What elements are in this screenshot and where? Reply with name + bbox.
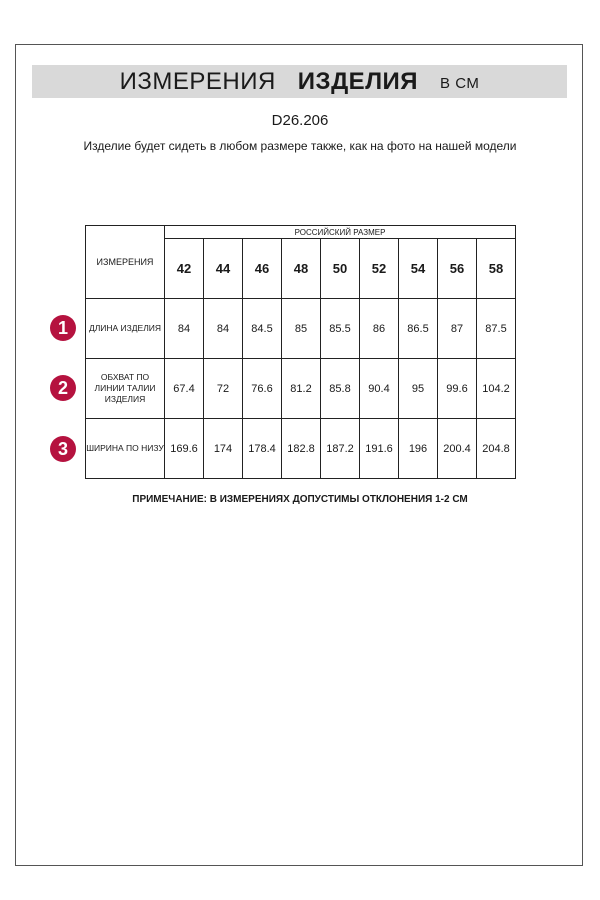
- table-header-row: [86, 226, 516, 239]
- tolerance-note: ПРИМЕЧАНИЕ: В ИЗМЕРЕНИЯХ ДОПУСТИМЫ ОТКЛОНЕНИЯ 1-2 СМ: [132, 494, 468, 505]
- table-cell: 85.5: [321, 299, 360, 359]
- size-50: 50: [321, 239, 360, 299]
- fit-description: Изделие будет сидеть в любом размере также, как на фото на нашей модели: [83, 139, 517, 153]
- table-cell: 67.4: [165, 359, 204, 419]
- size-46: 46: [243, 239, 282, 299]
- size-table: [85, 225, 516, 479]
- table-cell: 81.2: [282, 359, 321, 419]
- table-row: [86, 419, 516, 479]
- table-cell: 90.4: [360, 359, 399, 419]
- table-cell: 84.5: [243, 299, 282, 359]
- table-cell: 86: [360, 299, 399, 359]
- table-cell: 191.6: [360, 419, 399, 479]
- table-cell: 84: [165, 299, 204, 359]
- table-cell: 187.2: [321, 419, 360, 479]
- row-number-badge-1: 1: [50, 315, 76, 341]
- page-title: [32, 65, 567, 98]
- table-cell: 178.4: [243, 419, 282, 479]
- size-52: 52: [360, 239, 399, 299]
- table-cell: 200.4: [438, 419, 477, 479]
- size-48: 48: [282, 239, 321, 299]
- size-54: 54: [399, 239, 438, 299]
- title-part-product: ИЗДЕЛИЯ: [297, 67, 419, 95]
- table-cell: 85.8: [321, 359, 360, 419]
- size-58: 58: [477, 239, 516, 299]
- title-part-measurements: ИЗМЕРЕНИЯ: [119, 67, 276, 95]
- table-cell: 85: [282, 299, 321, 359]
- table-cell: 72: [204, 359, 243, 419]
- table-row: [86, 299, 516, 359]
- table-cell: 76.6: [243, 359, 282, 419]
- table-cell: 204.8: [477, 419, 516, 479]
- article-number: D26.206: [271, 112, 329, 129]
- table-cell: 95: [399, 359, 438, 419]
- row-label-waist: ОБХВАТ ПО ЛИНИИ ТАЛИИ ИЗДЕЛИЯ: [86, 359, 165, 419]
- size-56: 56: [438, 239, 477, 299]
- title-part-unit: В СМ: [440, 75, 480, 92]
- table-cell: 84: [204, 299, 243, 359]
- row-label-hem-width: ШИРИНА ПО НИЗУ: [86, 419, 165, 479]
- row-label-length: ДЛИНА ИЗДЕЛИЯ: [86, 299, 165, 359]
- size-42: 42: [165, 239, 204, 299]
- russian-size-header: РОССИЙСКИЙ РАЗМЕР: [165, 226, 516, 239]
- table-cell: 174: [204, 419, 243, 479]
- table-cell: 196: [399, 419, 438, 479]
- measure-header: ИЗМЕРЕНИЯ: [86, 226, 165, 299]
- table-row: [86, 359, 516, 419]
- table-cell: 86.5: [399, 299, 438, 359]
- table-cell: 169.6: [165, 419, 204, 479]
- table-cell: 99.6: [438, 359, 477, 419]
- row-number-badge-2: 2: [50, 375, 76, 401]
- table-cell: 87.5: [477, 299, 516, 359]
- table-cell: 182.8: [282, 419, 321, 479]
- row-number-badge-3: 3: [50, 436, 76, 462]
- table-cell: 87: [438, 299, 477, 359]
- size-44: 44: [204, 239, 243, 299]
- table-cell: 104.2: [477, 359, 516, 419]
